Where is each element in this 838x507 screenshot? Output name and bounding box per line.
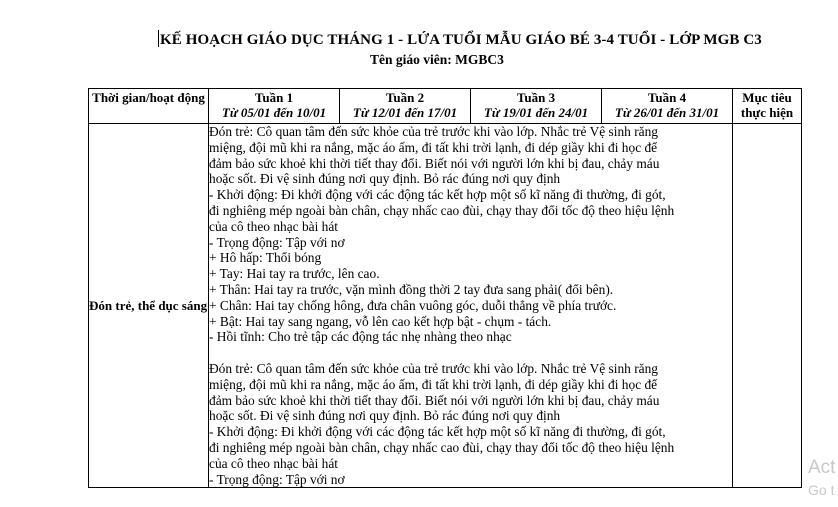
document-title xyxy=(158,30,762,49)
content-line: - Khởi động: Đi khởi động với các động tác kết hợp một số kĩ năng đi thường, đi gót, xyxy=(209,424,666,440)
content-line: + Chân: Hai tay chống hông, đưa chân vuông góc, duỗi thẳng về phía trước. xyxy=(209,297,617,313)
watermark-line-2: Go t xyxy=(808,482,835,498)
content-line: hoặc sốt. Đi vệ sinh đúng nơi quy định. Bỏ rác đúng nơi quy định xyxy=(209,171,561,187)
content-line: + Tay: Hai tay ra trước, lên cao. xyxy=(209,266,380,282)
text-cursor xyxy=(158,30,159,47)
header-week-3 xyxy=(471,89,602,124)
week-1-label: Tuần 1 xyxy=(254,90,294,105)
content-line: đảm bảo sức khoẻ khi thời tiết thay đổi. Biết nói với người lớn khi bị đau, chảy máu xyxy=(209,155,660,171)
week-4-label: Tuần 4 xyxy=(647,90,687,105)
education-plan-table xyxy=(88,88,802,488)
content-line: Đón trẻ: Cô quan tâm đến sức khỏe của trẻ trước khi vào lớp. Nhắc trẻ Vệ sinh răng xyxy=(209,124,658,139)
week-3-label: Tuần 3 xyxy=(516,90,556,105)
week-4-range: Từ 26/01 đến 31/01 xyxy=(614,105,720,120)
week-3-range: Từ 19/01 đến 24/01 xyxy=(483,105,589,120)
content-line: - Trọng động: Tập với nơ xyxy=(209,471,345,487)
week-2-range: Từ 12/01 đến 17/01 xyxy=(352,105,458,120)
content-line: đảm bảo sức khoẻ khi thời tiết thay đổi. Biết nói với người lớn khi bị đau, chảy máu xyxy=(209,392,660,408)
content-line: + Bật: Hai tay sang ngang, vỗ lên cao kết hợp bật - chụm - tách. xyxy=(209,313,552,329)
activity-content xyxy=(209,124,733,488)
content-line: Đón trẻ: Cô quan tâm đến sức khỏe của trẻ trước khi vào lớp. Nhắc trẻ Vệ sinh răng xyxy=(209,360,658,376)
content-line: đi nghiêng mép ngoài bàn chân, chạy nhấc cao đùi, chạy thay đổi tốc độ theo hiệu lệnh xyxy=(209,202,675,218)
document-title-text: KẾ HOẠCH GIÁO DỤC THÁNG 1 - LỨA TUỔI MẪU GIÁO BÉ 3-4 TUỔI - LỚP MGB C3 xyxy=(160,32,762,48)
content-line: đi nghiêng mép ngoài bàn chân, chạy nhấc cao đùi, chạy thay đổi tốc độ theo hiệu lệnh xyxy=(209,439,675,455)
header-week-4 xyxy=(602,89,733,124)
content-line: của cô theo nhạc bài hát xyxy=(209,455,339,471)
content-line: - Hồi tĩnh: Cho trẻ tập các động tác nhẹ nhàng theo nhạc xyxy=(209,329,512,345)
content-line: + Thân: Hai tay ra trước, vặn mình đồng thời 2 tay đưa sang phải( đổi bên). xyxy=(209,281,614,297)
week-2-label: Tuần 2 xyxy=(385,90,425,105)
teacher-name: Tên giáo viên: MGBC3 xyxy=(370,52,504,67)
table-row xyxy=(89,124,802,488)
watermark-line-1: Act xyxy=(808,457,836,478)
table-header-row xyxy=(89,89,802,124)
content-line: + Hô hấp: Thổi bóng xyxy=(209,250,322,266)
content-line: - Khởi động: Đi khởi động với các động tác kết hợp một số kĩ năng đi thường, đi gót, xyxy=(209,187,666,203)
row-label-morning-exercise: Đón trẻ, thể dục sáng xyxy=(89,124,209,488)
header-week-1 xyxy=(209,89,340,124)
content-line: miệng, đội mũ khi ra nắng, mặc áo ấm, đi tất khi trời lạnh, đi dép giầy khi đi học để xyxy=(209,376,658,392)
content-line: của cô theo nhạc bài hát xyxy=(209,218,339,234)
header-week-2 xyxy=(340,89,471,124)
activate-windows-watermark xyxy=(808,458,835,497)
header-time-activity: Thời gian/hoạt động xyxy=(89,89,209,124)
header-goal: Mục tiêu thực hiện xyxy=(733,89,802,124)
content-line: hoặc sốt. Đi vệ sinh đúng nơi quy định. Bỏ rác đúng nơi quy định xyxy=(209,408,561,424)
content-line: miệng, đội mũ khi ra nắng, mặc áo ấm, đi tất khi trời lạnh, đi dép giầy khi đi học để xyxy=(209,139,658,155)
content-line: - Trọng động: Tập với nơ xyxy=(209,234,345,250)
week-1-range: Từ 05/01 đến 10/01 xyxy=(221,105,327,120)
goal-cell xyxy=(733,124,802,488)
blank-line xyxy=(209,345,732,361)
